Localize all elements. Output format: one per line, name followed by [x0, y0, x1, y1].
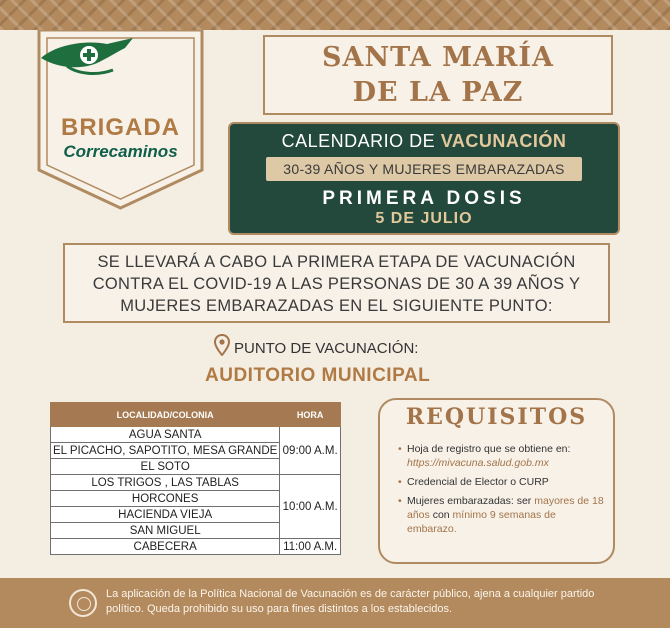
requisito-text: Credencial de Elector o CURP — [407, 476, 549, 488]
localidad-cell: HACIENDA VIEJA — [51, 507, 280, 523]
footer-disclaimer: La aplicación de la Política Nacional de Vacunación es de carácter público, ajena a cualquier partido político. Queda prohibido su uso para fines distintos a los establecidos. — [106, 588, 595, 615]
hora-cell: 11:00 A.M. — [280, 539, 341, 555]
town-title-line1: SANTA MARÍA — [322, 42, 554, 73]
hora-cell: 10:00 A.M. — [280, 475, 341, 539]
calendar-title — [230, 131, 618, 152]
list-item — [398, 494, 608, 536]
decorative-top-band — [0, 0, 670, 30]
government-seal-icon — [69, 589, 97, 617]
announcement-line1: SE LLEVARÁ A CABO LA PRIMERA ETAPA DE VACUNACIÓN — [97, 253, 576, 271]
localidad-cell: EL PICACHO, SAPOTITO, MESA GRANDE — [51, 443, 280, 459]
requisito-accent: mínimo 9 semanas de embarazo. — [407, 509, 556, 535]
table-row — [51, 427, 341, 443]
list-item — [398, 475, 608, 489]
schedule-header-row — [51, 403, 341, 427]
schedule-table — [50, 402, 341, 555]
location-pin-icon — [214, 334, 230, 356]
header-hora: HORA — [280, 403, 341, 427]
requisito-text: Mujeres embarazadas: ser — [407, 495, 535, 507]
calendar-title-bold: VACUNACIÓN — [440, 131, 567, 151]
header-localidad: LOCALIDAD/COLONIA — [51, 403, 280, 427]
localidad-cell: LOS TRIGOS , LAS TABLAS — [51, 475, 280, 491]
localidad-cell: AGUA SANTA — [51, 427, 280, 443]
brand-correcaminos: Correcaminos — [63, 142, 178, 161]
requisitos-panel — [378, 398, 615, 564]
requisito-accent: mayores de 18 años — [407, 495, 604, 521]
localidad-cell: SAN MIGUEL — [51, 523, 280, 539]
requisitos-list — [398, 442, 608, 541]
registro-link[interactable]: https://mivacuna.salud.gob.mx — [407, 457, 549, 469]
date-label: 5 DE JULIO — [375, 210, 473, 227]
list-item — [398, 442, 608, 470]
requisito-text: Hoja de registro que se obtiene en: — [407, 443, 571, 455]
hora-cell: 09:00 A.M. — [280, 427, 341, 475]
localidad-cell: EL SOTO — [51, 459, 280, 475]
calendar-panel — [228, 122, 620, 235]
town-title-line2: DE LA PAZ — [352, 77, 524, 108]
announcement-box — [63, 243, 610, 323]
roadrunner-logo-icon — [37, 30, 139, 82]
dose-label: PRIMERA DOSIS — [322, 188, 526, 209]
location-name: AUDITORIO MUNICIPAL — [205, 365, 431, 386]
town-title — [263, 35, 613, 115]
requisito-text: con — [429, 509, 453, 521]
calendar-title-plain: CALENDARIO DE — [281, 131, 441, 151]
age-group-pill: 30-39 AÑOS Y MUJERES EMBARAZADAS — [266, 157, 582, 181]
announcement-line2: CONTRA EL COVID-19 A LAS PERSONAS DE 30 A 39 AÑOS Y — [92, 275, 581, 293]
brand-brigada: BRIGADA — [61, 114, 180, 141]
table-row — [51, 539, 341, 555]
localidad-cell: CABECERA — [51, 539, 280, 555]
location-label: PUNTO DE VACUNACIÓN: — [234, 340, 419, 357]
announcement-line3: MUJERES EMBARAZADAS EN EL SIGUIENTE PUNTO: — [120, 297, 553, 315]
localidad-cell: HORCONES — [51, 491, 280, 507]
table-row — [51, 475, 341, 491]
requisitos-title: REQUISITOS — [405, 404, 588, 430]
brigada-badge — [37, 30, 204, 210]
